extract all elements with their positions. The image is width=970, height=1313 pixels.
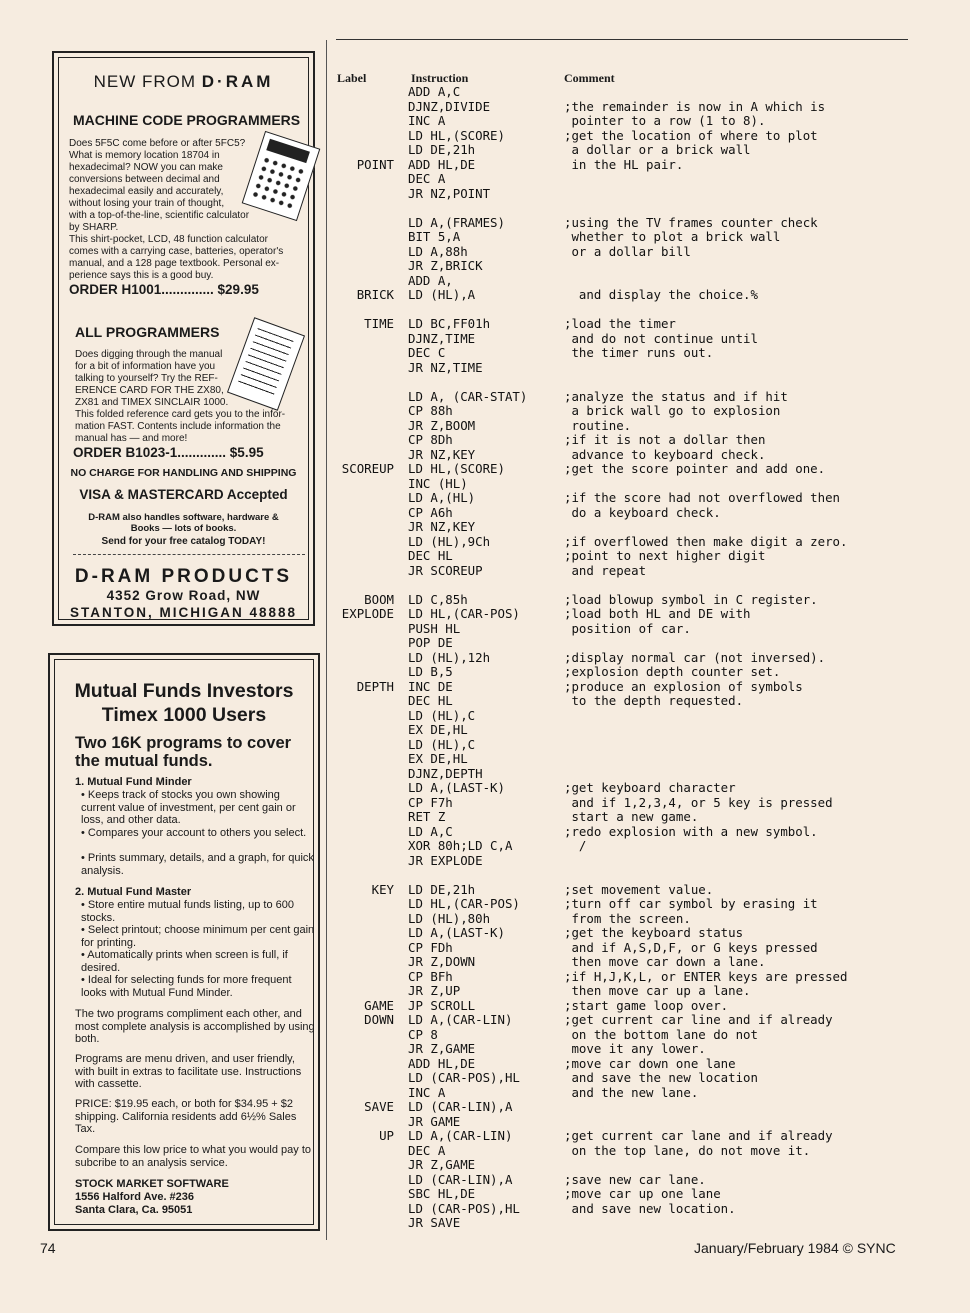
listing-instruction: LD C,85h [408, 591, 468, 607]
listing-line [334, 1057, 954, 1072]
listing-line [334, 607, 954, 622]
listing-instruction: INC DE [408, 678, 453, 694]
listing-comment: do a keyboard check. [564, 504, 721, 520]
listing-line [334, 752, 954, 767]
listing-line [334, 926, 954, 941]
listing-instruction: EX DE,HL [408, 722, 468, 737]
listing-instruction: LD HL,(SCORE) [408, 461, 505, 476]
listing-instruction: LD HL,(CAR-POS) [408, 606, 520, 621]
ad-inner-border [58, 57, 309, 620]
listing-comment: ;redo explosion with a new symbol. [564, 823, 818, 839]
listing-line [334, 1129, 954, 1144]
body-line: talking to yourself? Try the REF- [75, 373, 218, 384]
listing-instruction: BIT 5,A [408, 229, 461, 244]
company-name: D-RAM PRODUCTS [74, 566, 293, 587]
listing-instruction: LD (HL),80h [408, 910, 491, 926]
listing-instruction: LD (HL),C [408, 736, 476, 752]
body-line: This shirt-pocket, LCD, 48 function calculator [69, 234, 268, 245]
listing-comment: and do not continue until [564, 330, 758, 346]
listing-line [334, 216, 954, 231]
visa-mastercard: VISA & MASTERCARD Accepted [79, 487, 288, 502]
paragraph-menu-driven: Programs are menu driven, and user friendly, with built in extras to facilitate use. Instructions with cassette. [75, 1053, 302, 1090]
listing-comment: and if 1,2,3,4, or 5 key is pressed [564, 794, 833, 810]
listing-line [334, 694, 954, 709]
listing-instruction: LD DE,21h [408, 881, 476, 897]
top-rule [336, 39, 908, 40]
body-line: What is memory location 18704 in [69, 150, 220, 161]
listing-line [334, 1071, 954, 1086]
listing-instruction: CP BFh [408, 968, 453, 984]
body-line: Does 5F5C come before or after 5FC5? [69, 138, 246, 149]
listing-comment: and the new lane. [564, 1084, 699, 1100]
listing-instruction: JP SCROLL [408, 997, 476, 1013]
listing-comment: ;get the score pointer and add one. [564, 461, 826, 476]
company-street: 4352 Grow Road, NW [106, 588, 261, 603]
feature-bullet: • Ideal for selecting funds for more frequent looks with Mutual Fund Minder. [81, 974, 292, 999]
listing-instruction: JR NZ,TIME [408, 359, 483, 375]
listing-instruction: JR Z,BRICK [408, 258, 483, 273]
column-divider [326, 40, 327, 1240]
feature-bullet: • Select printout; choose minimum per cent gain for printing. [81, 924, 315, 949]
listing-instruction: DJNZ,DIVIDE [408, 98, 491, 114]
feature-bullet: • Prints summary, details, and a graph, for quick analysis. [81, 852, 314, 877]
listing-line [334, 665, 954, 680]
listing-line [334, 970, 954, 985]
listing-comment: and save the new location [564, 1070, 758, 1085]
listing-line [334, 1028, 954, 1043]
listing-line [334, 709, 954, 724]
listing-line [334, 259, 954, 274]
listing-line [334, 883, 954, 898]
listing-comment: ;get the keyboard status [564, 925, 744, 940]
listing-comment: from the screen. [564, 910, 691, 926]
listing-line [334, 941, 954, 956]
listing-instruction: JR GAME [408, 1113, 461, 1129]
listing-line [334, 622, 954, 637]
listing-comment: whether to plot a brick wall [564, 229, 781, 244]
listing-label: DEPTH [356, 678, 394, 694]
listing-instruction: DJNZ,DEPTH [408, 765, 483, 781]
listing-line [334, 129, 954, 144]
listing-comment: ;load blowup symbol in C register. [564, 591, 818, 607]
body-line: manual, and a 128 page textbook. Personal ex- [69, 258, 280, 269]
listing-line [334, 825, 954, 840]
listing-line [334, 854, 954, 869]
listing-line [334, 1202, 954, 1217]
listing-line [334, 361, 954, 376]
listing-line [334, 549, 954, 564]
listing-line [334, 636, 954, 651]
issue-line: January/February 1984 © SYNC [694, 1240, 896, 1256]
listing-comment: ;get the location of where to plot [564, 127, 818, 143]
listing-instruction: SBC HL,DE [408, 1186, 476, 1201]
listing-instruction: DJNZ,TIME [408, 330, 476, 346]
listing-instruction: LD HL,(SCORE) [408, 127, 505, 143]
listing-line [334, 85, 954, 100]
listing-instruction: LD HL,(CAR-POS) [408, 896, 520, 911]
listing-instruction: JR EXPLODE [408, 852, 483, 868]
listing-comment: a brick wall go to explosion [564, 403, 781, 418]
listing-instruction: ADD HL,DE [408, 156, 476, 172]
listing-line [334, 1158, 954, 1173]
listing-label: DOWN [364, 1012, 394, 1027]
listing-comment: then move car up a lane. [564, 983, 751, 998]
listing-comment: and if A,S,D,F, or G keys pressed [564, 939, 818, 955]
feature-bullet: • Compares your account to others you select. [81, 827, 307, 839]
listing-instruction: LD A,C [408, 823, 453, 839]
body-line: manual has — and more! [75, 433, 188, 444]
listing-comment: ;if the score had not overflowed then [564, 490, 841, 505]
listing-comment: ;display normal car (not inversed). [564, 649, 826, 665]
listing-instruction: RET Z [408, 809, 446, 824]
also-handles-line2: Books — lots of books. [130, 523, 237, 534]
body-line: comes with a carrying case, batteries, operator's [69, 246, 284, 257]
body-line: perience says this is a good buy. [69, 270, 214, 281]
listing-line [334, 535, 954, 550]
listing-instruction: CP A6h [408, 504, 453, 520]
listing-instruction: JR Z,GAME [408, 1041, 476, 1056]
listing-line [334, 999, 954, 1014]
listing-line [334, 781, 954, 796]
listing-instruction: JR Z,BOOM [408, 417, 476, 433]
listing-instruction: DEC HL [408, 548, 453, 563]
listing-comment: on the bottom lane do not [564, 1026, 758, 1042]
listing-label: SAVE [364, 1099, 394, 1114]
listing-comment: ;analyze the status and if hit [564, 388, 788, 404]
paragraph-price: PRICE: $19.95 each, or both for $34.95 + $2 shipping. California residents add 6½% Sales Tax. [75, 1098, 297, 1135]
listing-comment: to the depth requested. [564, 693, 744, 708]
calculator-description [69, 138, 304, 282]
listing-line [334, 796, 954, 811]
listing-comment: ;get current car lane and if already [564, 1128, 833, 1143]
listing-instruction: JR SAVE [408, 1215, 461, 1230]
listing-instruction: CP 88h [408, 403, 453, 418]
listing-line [334, 477, 954, 492]
listing-line [334, 491, 954, 506]
body-line: ZX81 and TIMEX SINCLAIR 1000. [75, 397, 229, 408]
ad-subtitle-line2: the mutual funds. [75, 752, 213, 770]
listing-comment: a dollar or a brick wall [564, 142, 751, 157]
listing-label: TIME [364, 316, 394, 331]
listing-label: POINT [356, 156, 394, 172]
listing-instruction: LD A, (CAR-STAT) [408, 388, 528, 404]
listing-line [334, 651, 954, 666]
listing-line [334, 723, 954, 738]
no-charge-note: NO CHARGE FOR HANDLING AND SHIPPING [70, 467, 297, 479]
dashed-divider [73, 554, 305, 555]
listing-comment: and repeat [564, 562, 647, 578]
listing-line [334, 1086, 954, 1101]
assembly-listing [334, 85, 954, 1231]
company-city: Santa Clara, Ca. 95051 [75, 1204, 193, 1216]
body-line: hexadecimal easily and accurately, [69, 186, 224, 197]
body-line: by SHARP. [69, 222, 119, 233]
listing-comment: ;move car down one lane [564, 1055, 736, 1071]
listing-line [334, 767, 954, 782]
listing-instruction: CP 8 [408, 1026, 438, 1042]
listing-comment: and display the choice.% [564, 287, 758, 302]
company-city: STANTON, MICHIGAN 48888 [69, 605, 298, 620]
body-line: with a top-of-the-line, scientific calculator [69, 210, 250, 221]
listing-comment: on the top lane, do not move it. [564, 1142, 811, 1158]
listing-comment: ;move car up one lane [564, 1186, 721, 1201]
brand-prefix: NEW FROM [93, 72, 197, 91]
listing-comment: / [564, 838, 587, 853]
listing-comment: ;using the TV frames counter check [564, 214, 818, 230]
listing-line [334, 839, 954, 854]
section-fund-master: 2. Mutual Fund Master [75, 886, 192, 898]
listing-label: BOOM [364, 591, 394, 607]
listing-comment: the timer runs out. [564, 345, 714, 360]
listing-comment: ;load both HL and DE with [564, 606, 751, 621]
listing-comment: ;explosion depth counter set. [564, 664, 781, 679]
listing-instruction: CP FDh [408, 939, 453, 955]
reference-card-description [75, 349, 309, 445]
listing-line [334, 868, 954, 883]
listing-line [334, 201, 954, 216]
body-line: without losing your train of thought, [69, 198, 225, 209]
listing-comment: ;load the timer [564, 316, 676, 331]
listing-line [334, 172, 954, 187]
listing-instruction: INC A [408, 113, 446, 128]
listing-line [334, 332, 954, 347]
heading-machine-code: MACHINE CODE PROGRAMMERS [73, 112, 301, 128]
listing-line [334, 288, 954, 303]
listing-label: BRICK [356, 287, 394, 302]
order-h1001: ORDER H1001.............. $29.95 [69, 282, 259, 297]
body-line: ERENCE CARD FOR THE ZX80, [75, 385, 224, 396]
listing-instruction: LD A,(HL) [408, 490, 476, 505]
listing-label: GAME [364, 997, 394, 1013]
listing-instruction: LD (HL),12h [408, 649, 491, 665]
listing-comment: ;the remainder is now in A which is [564, 98, 826, 114]
listing-line [334, 303, 954, 318]
ad-brand-line [59, 72, 308, 92]
page-number: 74 [40, 1240, 56, 1256]
order-b1023: ORDER B1023-1............. $5.95 [73, 445, 264, 460]
listing-comment: or a dollar bill [564, 243, 691, 259]
feature-bullet: • Keeps track of stocks you own showing current value of investment, per cent gain or loss, and other data. [81, 789, 296, 826]
listing-instruction: LD A,(CAR-LIN) [408, 1012, 513, 1027]
brand-name: D·RAM [201, 72, 274, 91]
listing-comment: move it any lower. [564, 1041, 706, 1056]
listing-comment: ;if H,J,K,L, or ENTER keys are pressed [564, 968, 848, 984]
listing-line [334, 448, 954, 463]
listing-comment: ;start game loop over. [564, 997, 729, 1013]
listing-instruction: PUSH HL [408, 620, 461, 636]
listing-line [334, 346, 954, 361]
listing-instruction: INC (HL) [408, 475, 468, 491]
ad-title-line1: Mutual Funds Investors [74, 680, 294, 702]
paragraph-complement: The two programs compliment each other, and most complete analysis is accomplished by using both. [75, 1008, 315, 1045]
listing-line [334, 404, 954, 419]
company-street: 1556 Halford Ave. #236 [75, 1191, 195, 1203]
listing-line [334, 274, 954, 289]
listing-instruction: LD A,88h [408, 243, 468, 259]
body-line: hexadecimal? NOW you can make [69, 162, 223, 173]
listing-instruction: LD BC,FF01h [408, 316, 491, 331]
company-name: STOCK MARKET SOFTWARE [75, 1178, 229, 1190]
listing-line [334, 187, 954, 202]
listing-line [334, 158, 954, 173]
free-catalog: Send for your free catalog TODAY! [101, 536, 266, 547]
listing-comment: routine. [564, 417, 632, 433]
listing-comment: and save new location. [564, 1200, 736, 1216]
column-header-instruction: Instruction [411, 71, 469, 85]
listing-line [334, 984, 954, 999]
listing-instruction: LD A,(CAR-LIN) [408, 1128, 513, 1143]
listing-instruction: DEC A [408, 171, 446, 186]
listing-comment: ;save new car lane. [564, 1171, 706, 1187]
heading-all-programmers: ALL PROGRAMMERS [75, 324, 220, 340]
listing-instruction: LD B,5 [408, 664, 453, 679]
paragraph-compare: Compare this low price to what you would pay to subcribe to an analysis service. [75, 1144, 312, 1169]
section-fund-minder: 1. Mutual Fund Minder [75, 776, 192, 788]
feature-bullet: • Store entire mutual funds listing, up to 600 stocks. [81, 899, 294, 924]
listing-instruction: LD DE,21h [408, 142, 476, 157]
listing-instruction: INC A [408, 1084, 446, 1100]
listing-line [334, 520, 954, 535]
listing-line [334, 1042, 954, 1057]
listing-line [334, 680, 954, 695]
listing-instruction: LD (CAR-POS),HL [408, 1200, 520, 1216]
listing-instruction: LD (HL),9Ch [408, 533, 491, 549]
listing-line [334, 230, 954, 245]
listing-line [334, 114, 954, 129]
listing-comment: pointer to a row (1 to 8). [564, 113, 766, 128]
listing-line [334, 912, 954, 927]
listing-instruction: ADD HL,DE [408, 1055, 476, 1071]
ad-subtitle-line1: Two 16K programs to cover [75, 734, 292, 752]
listing-instruction: DEC HL [408, 693, 453, 708]
listing-line [334, 245, 954, 260]
listing-instruction: EX DE,HL [408, 751, 468, 766]
listing-instruction: DEC A [408, 1142, 446, 1158]
ad-inner-border [54, 659, 314, 1225]
dram-advertisement [52, 51, 315, 626]
listing-line [334, 143, 954, 158]
listing-instruction: JR Z,GAME [408, 1157, 476, 1172]
listing-comment: ;get current car line and if already [564, 1012, 833, 1027]
mutual-funds-advertisement [48, 653, 320, 1231]
listing-line [334, 419, 954, 434]
listing-line [334, 1216, 954, 1231]
also-handles-line1: D-RAM also handles software, hardware & [88, 512, 279, 523]
listing-instruction: CP F7h [408, 794, 453, 810]
listing-comment: in the HL pair. [564, 156, 684, 172]
listing-line [334, 1187, 954, 1202]
listing-line [334, 810, 954, 825]
listing-instruction: JR NZ,POINT [408, 185, 491, 201]
body-line: This folded reference card gets you to the infor- [75, 409, 286, 420]
listing-line [334, 564, 954, 579]
listing-instruction: LD (CAR-LIN),A [408, 1171, 513, 1187]
listing-line [334, 1115, 954, 1130]
listing-comment: ;produce an explosion of symbols [564, 678, 803, 694]
listing-line [334, 578, 954, 593]
listing-line [334, 506, 954, 521]
listing-instruction: JR Z,DOWN [408, 954, 476, 969]
listing-instruction: JR SCOREUP [408, 562, 483, 578]
listing-label: KEY [371, 881, 394, 897]
listing-line [334, 433, 954, 448]
listing-instruction: LD (HL),A [408, 287, 476, 302]
listing-line [334, 390, 954, 405]
listing-line [334, 1173, 954, 1188]
listing-instruction: JR NZ,KEY [408, 446, 476, 462]
listing-comment: ;point to next higher digit [564, 548, 766, 563]
listing-line [334, 1144, 954, 1159]
listing-comment: position of car. [564, 620, 691, 636]
listing-line [334, 955, 954, 970]
listing-line [334, 897, 954, 912]
listing-label: EXPLODE [341, 606, 394, 621]
listing-comment: ;turn off car symbol by erasing it [564, 896, 818, 911]
listing-instruction: LD A,(FRAMES) [408, 214, 505, 230]
listing-instruction: ADD A,C [408, 84, 461, 99]
listing-line [334, 593, 954, 608]
listing-line [334, 375, 954, 390]
listing-label: SCOREUP [341, 461, 394, 476]
listing-instruction: LD A,(LAST-K) [408, 925, 505, 940]
listing-instruction: POP DE [408, 635, 453, 650]
listing-label: UP [379, 1128, 394, 1143]
listing-line [334, 100, 954, 115]
listing-instruction: LD (CAR-LIN),A [408, 1099, 513, 1114]
listing-instruction: LD (CAR-POS),HL [408, 1070, 520, 1085]
listing-comment: ;if it is not a dollar then [564, 432, 766, 447]
listing-comment: ;set movement value. [564, 881, 714, 897]
ad-title-line2: Timex 1000 Users [101, 704, 267, 726]
feature-bullet: • Automatically prints when screen is full, if desired. [81, 949, 288, 974]
body-line: for a bit of information have you [75, 361, 216, 372]
body-line: mation FAST. Contents include information the [75, 421, 281, 432]
listing-instruction: JR NZ,KEY [408, 519, 476, 534]
listing-comment: then move car down a lane. [564, 954, 766, 969]
listing-instruction: LD A,(LAST-K) [408, 780, 505, 795]
body-line: Does digging through the manual [75, 349, 223, 360]
column-header-label: Label [337, 71, 367, 85]
listing-comment: start a new game. [564, 809, 699, 824]
column-header-comment: Comment [564, 71, 615, 85]
body-line: conversions between decimal and [69, 174, 220, 185]
listing-instruction: JR Z,UP [408, 983, 461, 998]
listing-line [334, 317, 954, 332]
listing-comment: advance to keyboard check. [564, 446, 766, 462]
listing-instruction: XOR 80h;LD C,A [408, 838, 513, 853]
listing-instruction: DEC C [408, 345, 446, 360]
listing-line [334, 1100, 954, 1115]
listing-line [334, 738, 954, 753]
listing-comment: ;if overflowed then make digit a zero. [564, 533, 848, 549]
listing-line [334, 1013, 954, 1028]
listing-comment: ;get keyboard character [564, 780, 736, 795]
listing-instruction: LD (HL),C [408, 707, 476, 723]
listing-instruction: CP 8Dh [408, 432, 453, 447]
listing-line [334, 462, 954, 477]
listing-instruction: ADD A, [408, 272, 453, 288]
